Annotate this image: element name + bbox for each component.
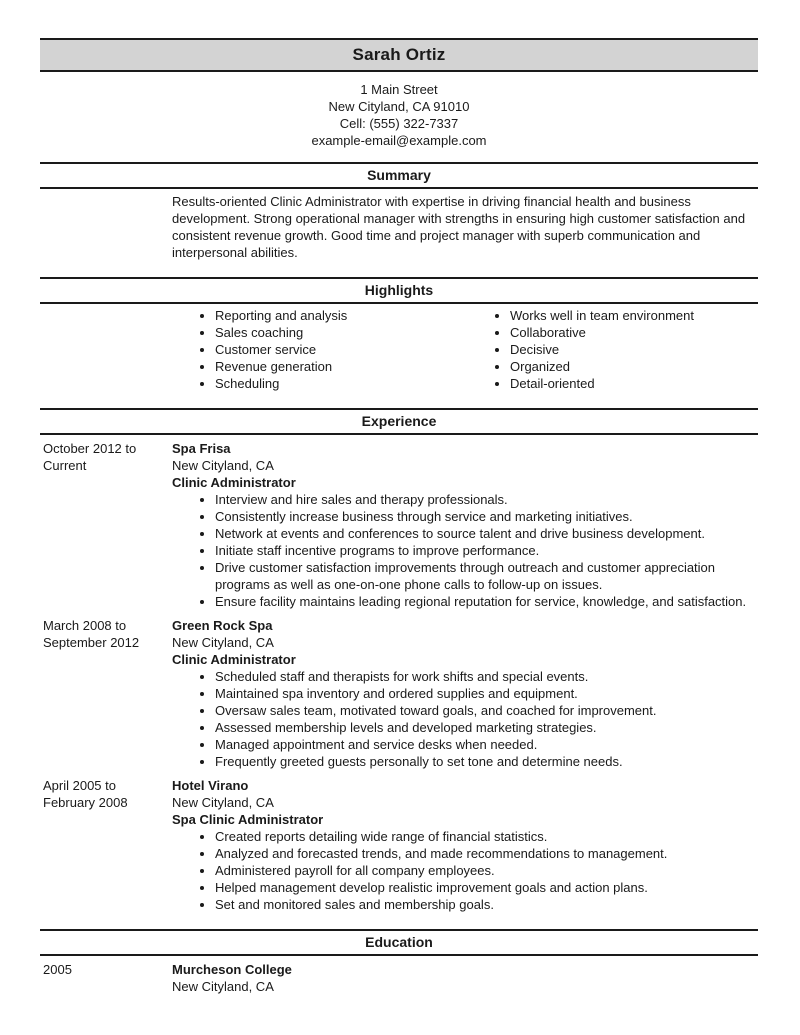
- job-location: New Cityland, CA: [172, 795, 274, 810]
- highlight-item: • Customer service: [215, 341, 467, 358]
- job-bullet: • Assessed membership levels and developed marketing strategies.: [215, 719, 758, 736]
- highlights-column-2: [467, 307, 758, 392]
- resume-page: [40, 38, 758, 995]
- contact-line: Cell: (555) 322-7337: [339, 116, 459, 131]
- job-bullet: • Drive customer satisfaction improvements through outreach and customer appreciation programs as well as one-on-one phone calls to follow-up on issues.: [215, 559, 758, 593]
- highlight-item: • Revenue generation: [215, 358, 467, 375]
- experience-entries: [40, 440, 758, 913]
- contact-lines: [40, 81, 758, 149]
- highlight-item: • Sales coaching: [215, 324, 467, 341]
- job-bullet: • Analyzed and forecasted trends, and made recommendations to management.: [215, 845, 758, 862]
- contact-line: New Cityland, CA 91010: [328, 99, 470, 114]
- job-details: [172, 617, 758, 770]
- education-location: New Cityland, CA: [172, 979, 274, 994]
- highlight-item: • Reporting and analysis: [215, 307, 467, 324]
- job-position: Spa Clinic Administrator: [172, 812, 324, 827]
- experience-entry: [40, 617, 758, 770]
- highlight-item: • Scheduling: [215, 375, 467, 392]
- education-section-title: Education: [40, 929, 758, 956]
- job-bullet: • Network at events and conferences to source talent and drive business development.: [215, 525, 758, 542]
- job-location: New Cityland, CA: [172, 635, 274, 650]
- experience-entry: [40, 440, 758, 610]
- experience-entry: [40, 777, 758, 913]
- job-bullet-list: [172, 668, 758, 770]
- highlight-item: • Collaborative: [510, 324, 758, 341]
- job-bullet: • Interview and hire sales and therapy professionals.: [215, 491, 758, 508]
- summary-paragraph: Results-oriented Clinic Administrator with expertise in driving financial health and business development. Strong operational manager with strengths in ensuring high customer satisfaction and consistent revenue growth. Good time and project manager with superb communication and interpersonal abilities.: [172, 194, 746, 260]
- job-bullet: • Frequently greeted guests personally to set tone and determine needs.: [215, 753, 758, 770]
- highlight-item: • Organized: [510, 358, 758, 375]
- job-location: New Cityland, CA: [172, 458, 274, 473]
- highlight-item: • Detail-oriented: [510, 375, 758, 392]
- job-details: [172, 777, 758, 913]
- contact-block: [40, 81, 758, 149]
- education-entries: [40, 961, 758, 995]
- job-company: Green Rock Spa: [172, 618, 273, 633]
- education-details: [172, 961, 758, 995]
- job-date-range: October 2012 to Current: [43, 441, 137, 473]
- job-bullet: • Set and monitored sales and membership goals.: [215, 896, 758, 913]
- job-position: Clinic Administrator: [172, 652, 296, 667]
- highlights-columns: [172, 307, 758, 392]
- job-bullet: • Helped management develop realistic improvement goals and action plans.: [215, 879, 758, 896]
- job-bullet: • Consistently increase business through service and marketing initiatives.: [215, 508, 758, 525]
- contact-line: example-email@example.com: [311, 133, 487, 148]
- job-bullet: • Managed appointment and service desks when needed.: [215, 736, 758, 753]
- job-company: Spa Frisa: [172, 441, 231, 456]
- job-details: [172, 440, 758, 610]
- job-bullet: • Initiate staff incentive programs to improve performance.: [215, 542, 758, 559]
- education-entry: [40, 961, 758, 995]
- summary-section-title: Summary: [40, 162, 758, 189]
- experience-section-title: Experience: [40, 408, 758, 435]
- candidate-name: Sarah Ortiz: [352, 45, 446, 64]
- job-bullet: • Created reports detailing wide range of financial statistics.: [215, 828, 758, 845]
- highlights-column-1: [172, 307, 467, 392]
- job-bullet: • Maintained spa inventory and ordered supplies and equipment.: [215, 685, 758, 702]
- education-year: 2005: [43, 962, 72, 977]
- job-bullet: • Scheduled staff and therapists for work shifts and special events.: [215, 668, 758, 685]
- highlight-item: • Decisive: [510, 341, 758, 358]
- job-date-range: March 2008 to September 2012: [43, 618, 140, 650]
- job-date-range: April 2005 to February 2008: [43, 778, 128, 810]
- contact-line: 1 Main Street: [360, 82, 438, 97]
- highlight-item: • Works well in team environment: [510, 307, 758, 324]
- job-bullet-list: [172, 491, 758, 610]
- job-bullet: • Oversaw sales team, motivated toward goals, and coached for improvement.: [215, 702, 758, 719]
- highlights-section-title: Highlights: [40, 277, 758, 304]
- job-bullet: • Ensure facility maintains leading regional reputation for service, knowledge, and satisfaction.: [215, 593, 758, 610]
- name-header-bar: [40, 38, 758, 72]
- job-position: Clinic Administrator: [172, 475, 296, 490]
- job-bullet-list: [172, 828, 758, 913]
- job-bullet: • Administered payroll for all company employees.: [215, 862, 758, 879]
- job-company: Hotel Virano: [172, 778, 249, 793]
- education-school: Murcheson College: [172, 962, 292, 977]
